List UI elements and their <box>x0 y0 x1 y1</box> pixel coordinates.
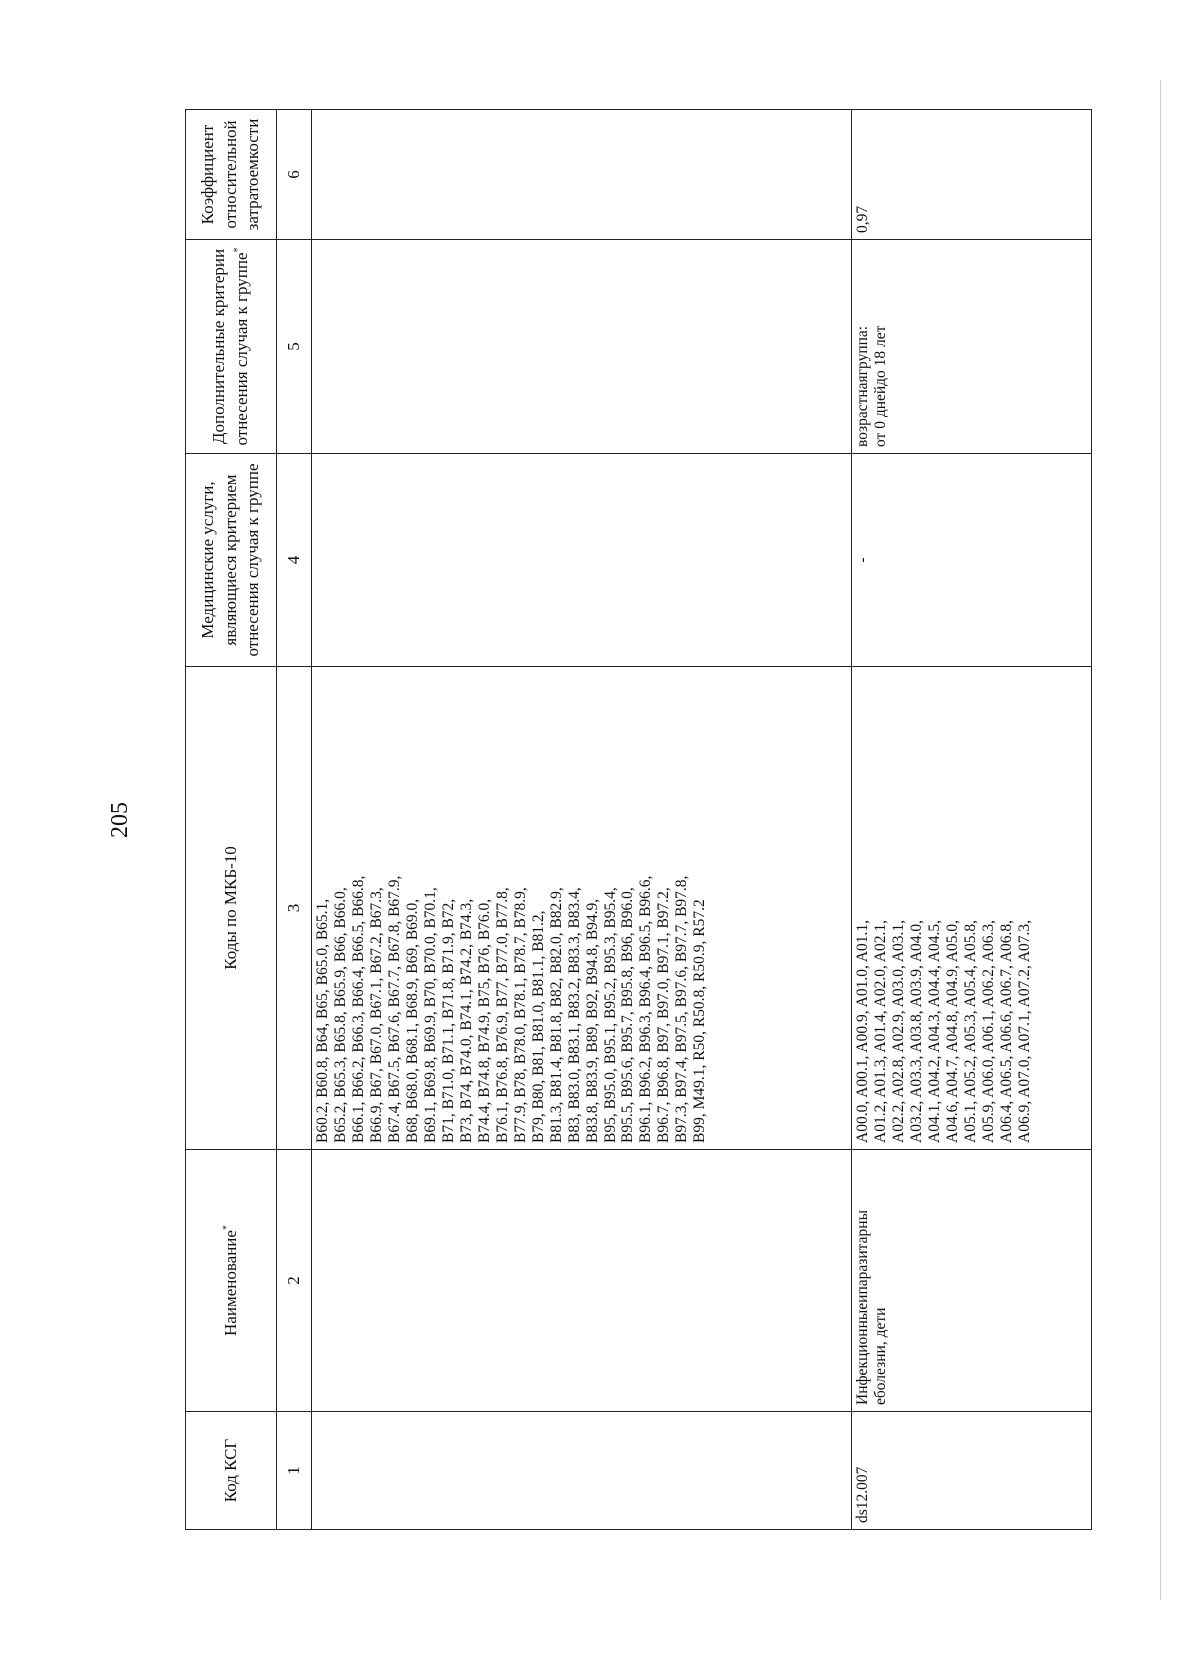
code-line: B69.1, B69.8, B69.9, B70, B70.0, B70.1, <box>421 887 439 1143</box>
code-line: B66.1, B66.2, B66.3, B66.4, B66.5, B66.8, <box>349 875 367 1143</box>
code-line: B74.4, B74.8, B74.9, B75, B76, B76.0, <box>475 898 493 1143</box>
code-line: B65.2, B65.3, B65.8, B65.9, B66, B66.0, <box>331 887 349 1143</box>
cell-ksg-code: ds12.007 <box>852 1412 1092 1530</box>
code-line: B95.5, B95.6, B95.7, B95.8, B96, B96.0, <box>619 887 637 1143</box>
column-number: 4 <box>277 454 312 667</box>
column-number-row <box>277 110 312 1530</box>
code-line: A02.2, A02.8, A02.9, A03.0, A03.1, <box>889 919 907 1143</box>
header-name: Наименование* <box>186 1150 277 1412</box>
column-number: 1 <box>277 1412 312 1530</box>
scan-edge-line <box>1160 80 1161 1600</box>
cell-services <box>312 454 852 667</box>
code-line: A05.9, A06.0, A06.1, A06.2, A06.3, <box>979 919 997 1143</box>
code-line: B76.1, B76.8, B76.9, B77, B77.0, B77.8, <box>493 887 511 1143</box>
code-line: A04.6, A04.7, A04.8, A04.9, A05.0, <box>943 919 961 1143</box>
code-line: B81.3, B81.4, B81.8, B82, B82.0, B82.9, <box>547 887 565 1143</box>
code-line: B96.1, B96.2, B96.3, B96.4, B96.5, B96.6, <box>637 875 655 1143</box>
code-line: B96.7, B96.8, B97, B97.0, B97.1, B97.2, <box>655 887 673 1143</box>
code-line: B83.8, B83.9, B89, B92, B94.8, B94.9, <box>583 898 601 1143</box>
code-line: A05.1, A05.2, A05.3, A05.4, A05.8, <box>961 919 979 1143</box>
extra-criteria-line: от 0 днейдо 18 лет <box>872 325 889 447</box>
code-line: B60.2, B60.8, B64, B65, B65.0, B65.1, <box>314 898 331 1143</box>
cell-name <box>312 1150 852 1412</box>
code-line: A03.2, A03.3, A03.8, A03.9, A04.0, <box>907 919 925 1143</box>
code-line: B83, B83.0, B83.1, B83.2, B83.3, B83.4, <box>565 887 583 1143</box>
code-line: B67.4, B67.5, B67.6, B67.7, B67.8, B67.9, <box>385 875 403 1143</box>
code-line: A06.9, A07.0, A07.1, A07.2, A07.3, <box>1015 919 1033 1143</box>
ksg-table <box>185 109 1092 1530</box>
code-line: B97.3, B97.4, B97.5, B97.6, B97.7, B97.8, <box>673 875 691 1143</box>
ksg-table-container <box>185 110 1085 1530</box>
cell-extra-criteria <box>312 240 852 454</box>
extra-criteria-line: возрастнаягруппа: <box>854 325 871 447</box>
table-row-ds12-007 <box>852 110 1092 1530</box>
services-dash: - <box>854 557 871 563</box>
header-coefficient: Коэффициент относительной затратоемкости <box>186 110 277 240</box>
code-line: B73, B74, B74.0, B74.1, B74.2, B74.3, <box>457 898 475 1143</box>
code-line: B95, B95.0, B95.1, B95.2, B95.3, B95.4, <box>601 887 619 1143</box>
cell-mkb-codes <box>852 667 1092 1150</box>
cell-name: Инфекционныеипаразитарны еболезни, дети <box>852 1150 1092 1412</box>
page-number: 205 <box>107 802 133 838</box>
column-number: 5 <box>277 240 312 454</box>
header-ksg-code: Код КСГ <box>186 1412 277 1530</box>
table-row <box>312 110 852 1530</box>
header-mkb-codes: Коды по МКБ-10 <box>186 667 277 1150</box>
code-line: A04.1, A04.2, A04.3, A04.4, A04.5, <box>925 919 943 1143</box>
code-line: A01.2, A01.3, A01.4, A02.0, A02.1, <box>871 919 889 1143</box>
cell-services <box>852 454 1092 667</box>
header-row <box>186 110 277 1530</box>
code-line: B77.9, B78, B78.0, B78.1, B78.7, B78.9, <box>511 887 529 1143</box>
cell-coefficient <box>312 110 852 240</box>
cell-mkb-codes <box>312 667 852 1150</box>
code-line: A00.0, A00.1, A00.9, A01.0, A01.1, <box>854 919 871 1143</box>
header-extra-criteria: Дополнительные критерии отнесения случая к группе* <box>186 240 277 454</box>
code-line: B66.9, B67, B67.0, B67.1, B67.2, B67.3, <box>367 887 385 1143</box>
column-number: 6 <box>277 110 312 240</box>
column-number: 2 <box>277 1150 312 1412</box>
code-line: B71, B71.0, B71.1, B71.8, B71.9, B72, <box>439 898 457 1143</box>
cell-extra-criteria <box>852 240 1092 454</box>
header-services: Медицинские услуги, являющиеся критерием отнесения случая к группе <box>186 454 277 667</box>
column-number: 3 <box>277 667 312 1150</box>
code-line: B79, B80, B81, B81.0, B81.1, B81.2, <box>529 910 547 1143</box>
cell-coefficient: 0,97 <box>852 110 1092 240</box>
code-line: B68, B68.0, B68.1, B68.9, B69, B69.0, <box>403 898 421 1143</box>
code-line: A06.4, A06.5, A06.6, A06.7, A06.8, <box>997 919 1015 1143</box>
cell-ksg-code <box>312 1412 852 1530</box>
code-line: B99, M49.1, R50, R50.8, R50.9, R57.2 <box>691 899 709 1143</box>
